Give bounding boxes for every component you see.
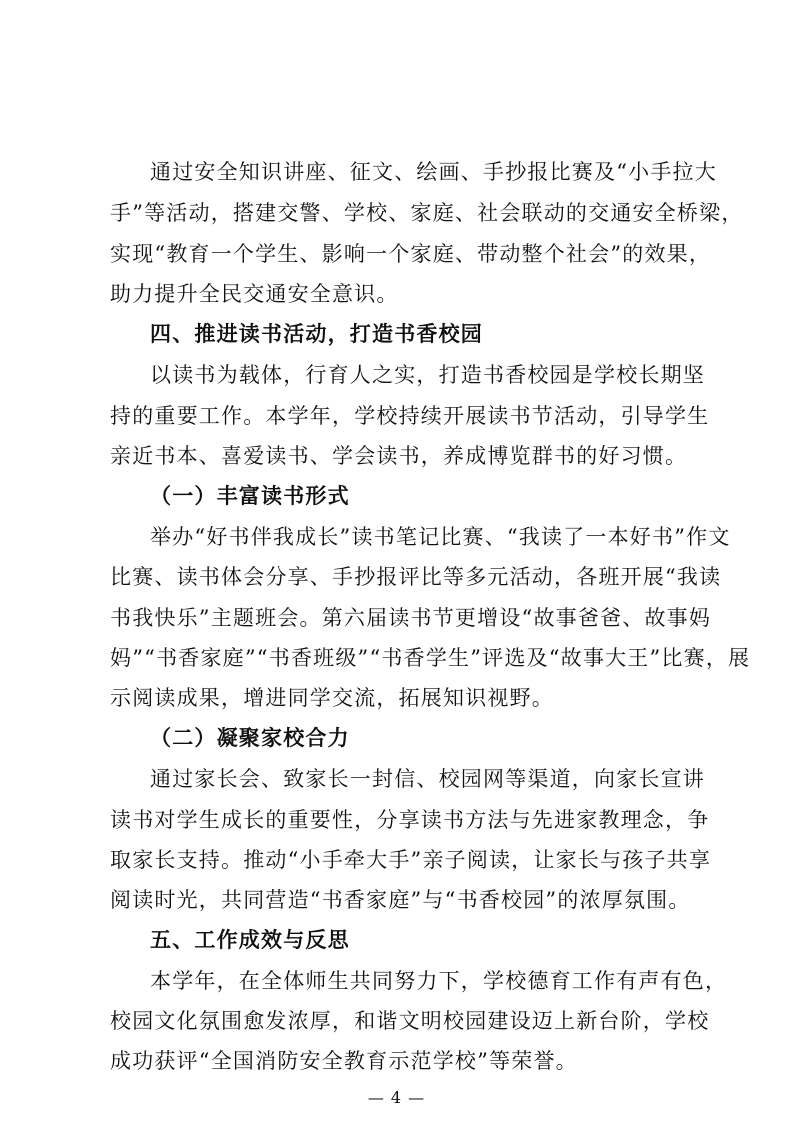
paragraph-line: 以读书为载体，行育人之实，打造书香校园是学校长期坚 <box>150 363 705 387</box>
paragraph-line: 本学年，在全体师生共同努力下，学校德育工作有声有色， <box>150 969 728 993</box>
paragraph-line: 阅读时光，共同营造“书香家庭”与“书香校园”的浓厚氛围。 <box>110 888 691 912</box>
paragraph-line: 成功获评“全国消防安全教育示范学校”等荣誉。 <box>110 1049 578 1073</box>
page-number: — 4 — <box>367 1088 426 1107</box>
paragraph-line: 示阅读成果，增进同学交流，拓展知识视野。 <box>110 686 554 710</box>
paragraph-line: 通过家长会、致家长一封信、校园网等渠道，向家长宣讲 <box>150 767 705 791</box>
paragraph-line: 比赛、读书体会分享、手抄报评比等多元活动，各班开展“我读 <box>110 565 722 589</box>
paragraph-line: 校园文化氛围愈发浓厚，和谐文明校园建设迈上新台阶，学校 <box>110 1009 710 1033</box>
paragraph-line: 助力提升全民交通安全意识。 <box>110 282 399 306</box>
paragraph-line: 手”等活动，搭建交警、学校、家庭、社会联动的交通安全桥梁， <box>110 201 744 225</box>
section-heading: 四、推进读书活动，打造书香校园 <box>150 321 483 346</box>
paragraph-line: 亲近书本、喜爱读书、学会读书，养成博览群书的好习惯。 <box>110 444 688 468</box>
paragraph-line: 通过安全知识讲座、征文、绘画、手抄报比赛及“小手拉大 <box>150 160 717 184</box>
paragraph-line: 举办“好书伴我成长”读书笔记比赛、“我读了一本好书”作文 <box>150 525 731 549</box>
subsection-heading: （一）丰富读书形式 <box>150 483 350 508</box>
section-heading: 五、工作成效与反思 <box>150 927 350 952</box>
paragraph-line: 实现“教育一个学生、影响一个家庭、带动整个社会”的效果， <box>110 242 712 266</box>
paragraph-line: 书我快乐”主题班会。第六届读书节更增设“故事爸爸、故事妈 <box>110 606 712 630</box>
paragraph-line: 持的重要工作。本学年，学校持续开展读书节活动，引导学生 <box>110 404 710 428</box>
paragraph-line: 取家长支持。推动“小手牵大手”亲子阅读，让家长与孩子共享 <box>110 848 712 872</box>
paragraph-line: 读书对学生成长的重要性，分享读书方法与先进家教理念，争 <box>110 808 710 832</box>
paragraph-line: 妈”“书香家庭”“书香班级”“书香学生”评选及“故事大王”比赛，展 <box>110 646 751 670</box>
subsection-heading: （二）凝聚家校合力 <box>150 725 350 750</box>
